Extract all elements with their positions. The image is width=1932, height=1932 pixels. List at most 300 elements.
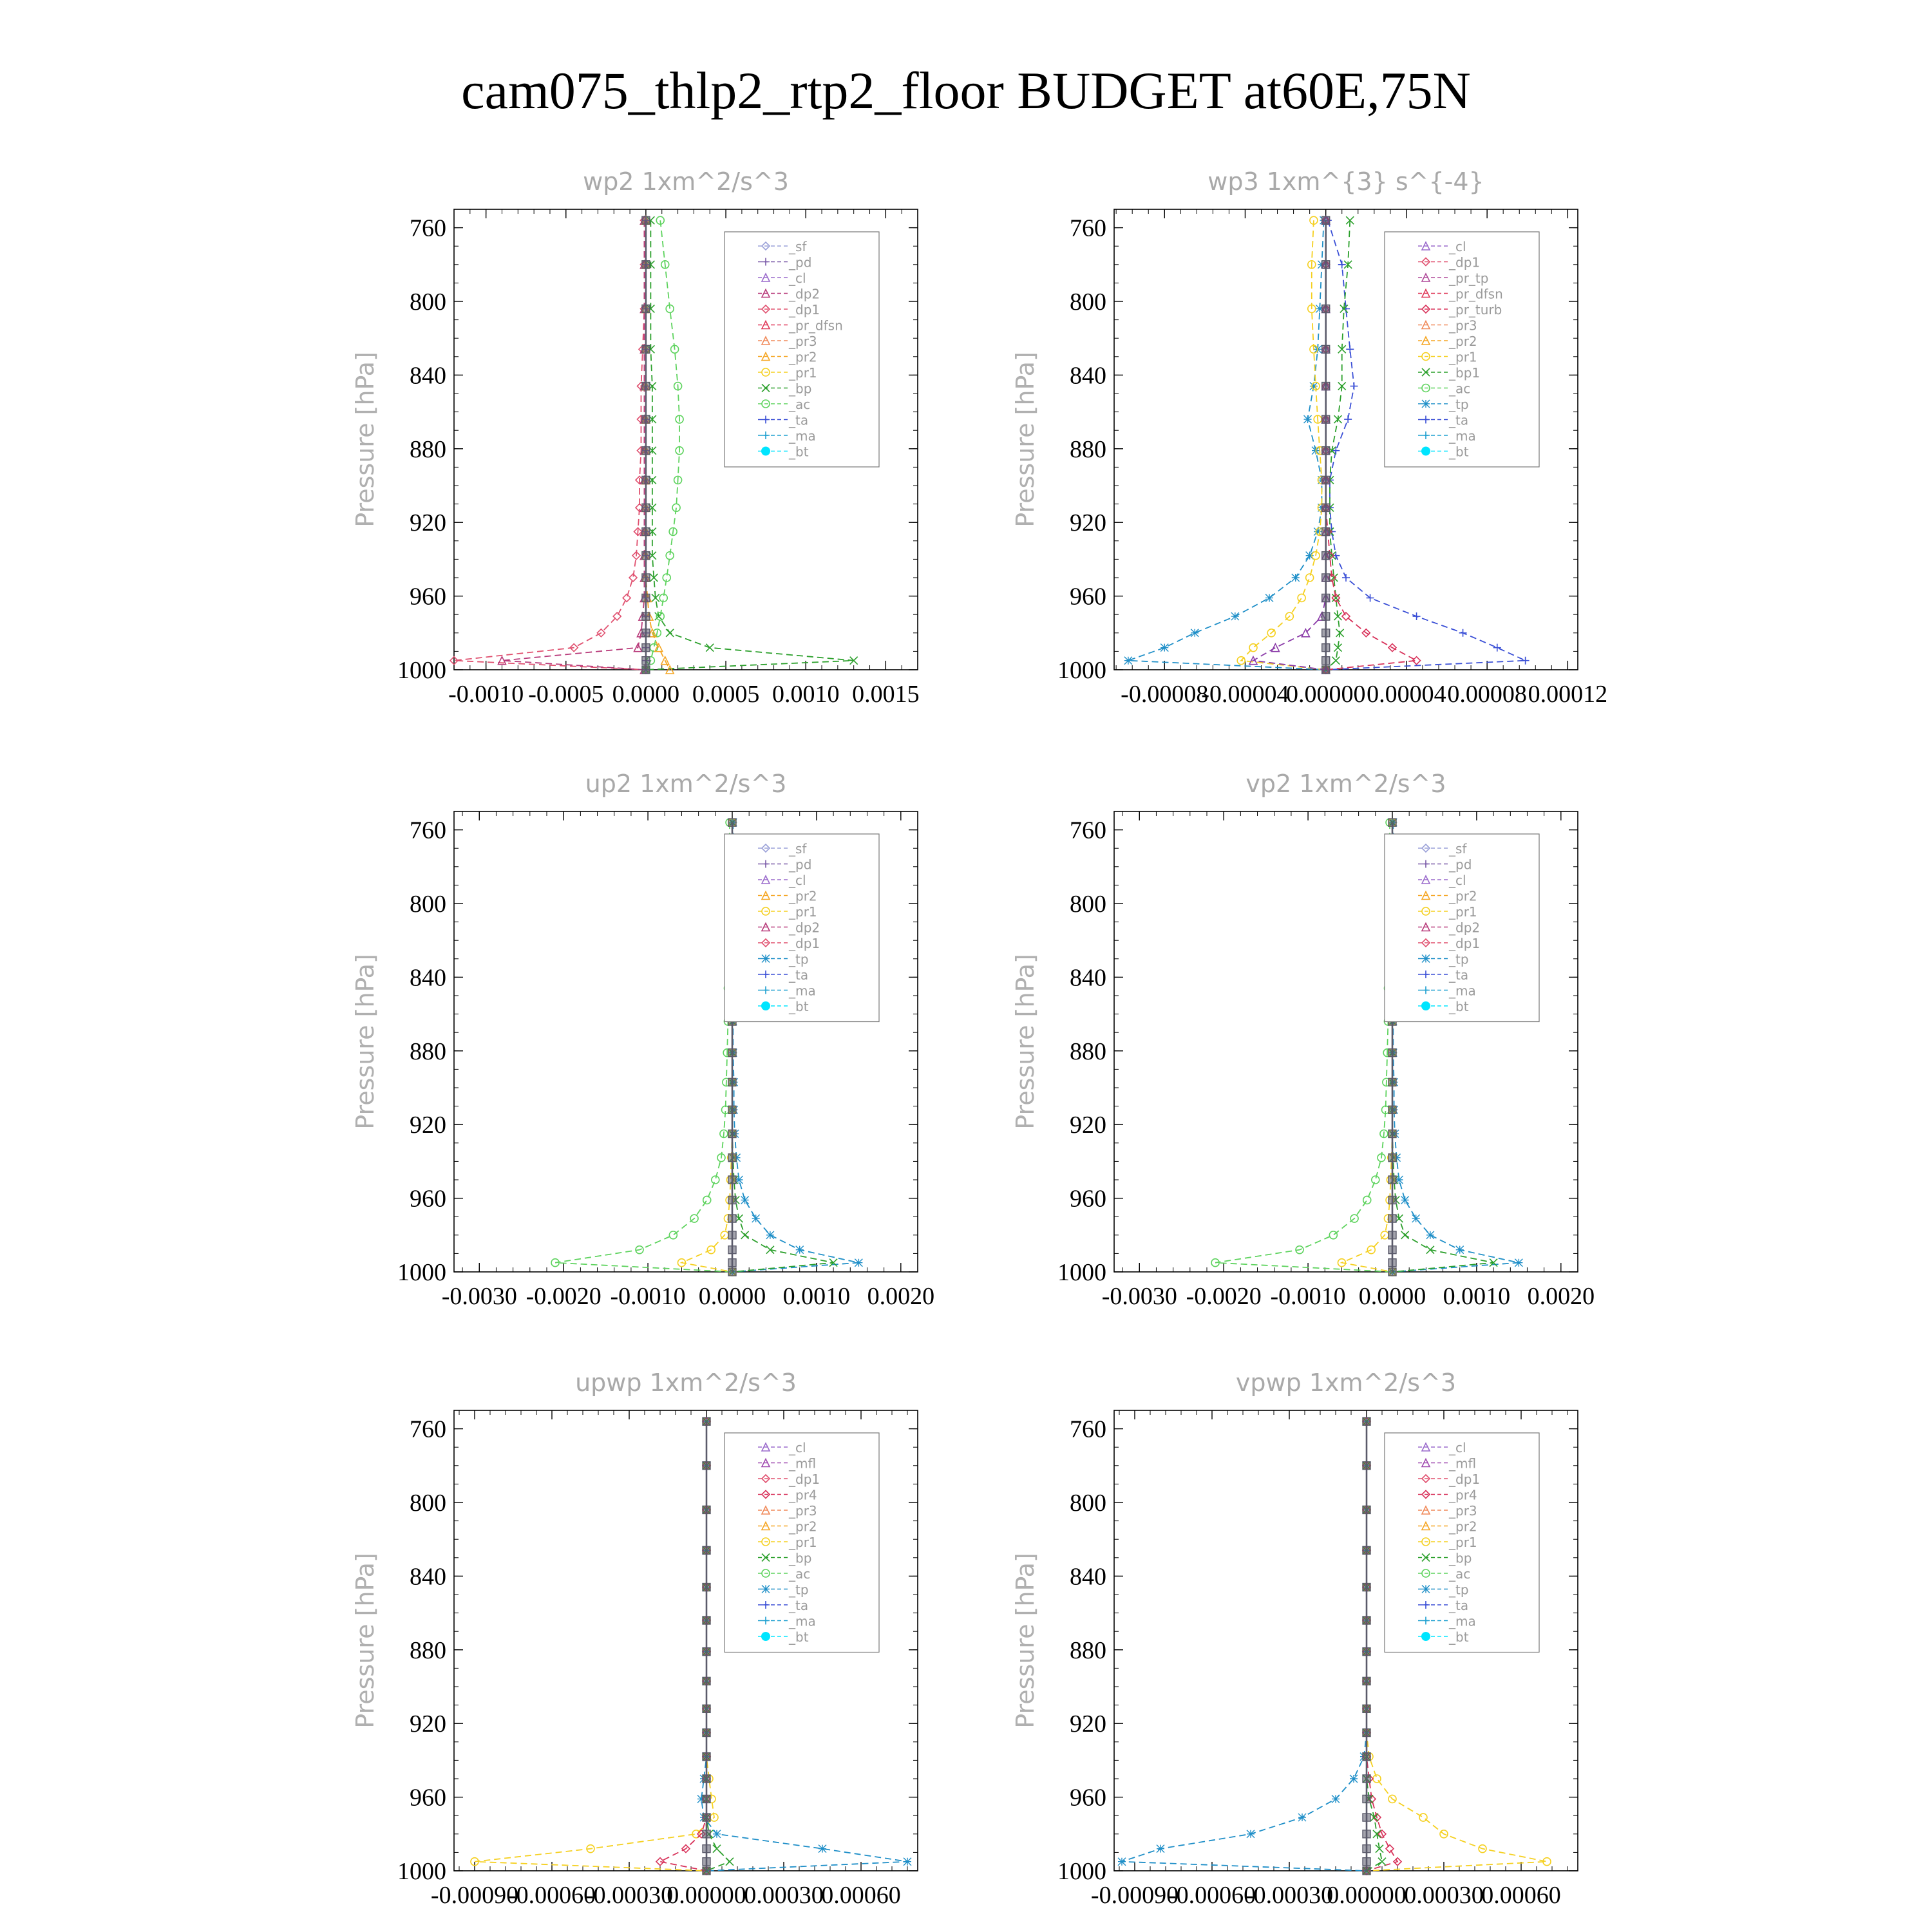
data-point — [1388, 1246, 1396, 1254]
legend-label: _ma — [1449, 428, 1476, 444]
data-point — [1322, 476, 1330, 484]
legend-label: _dp1 — [789, 936, 820, 951]
y-tick-label: 1000 — [1057, 657, 1106, 684]
y-tick-label: 960 — [1070, 583, 1106, 611]
data-point — [642, 594, 650, 601]
legend-marker — [1421, 447, 1430, 456]
data-point — [1363, 1845, 1370, 1853]
data-point — [1363, 1546, 1370, 1554]
legend-label: _bp — [789, 1550, 812, 1566]
legend-label: _ac — [789, 1566, 811, 1582]
series-line-bp — [1367, 1421, 1382, 1871]
legend-label: _ac — [1449, 1566, 1471, 1582]
legend-label: _bt — [1449, 444, 1469, 460]
data-point — [1363, 1648, 1370, 1656]
legend — [1385, 232, 1539, 467]
data-point — [1363, 1584, 1370, 1591]
data-point — [728, 1130, 736, 1138]
y-tick-label: 1000 — [397, 657, 446, 684]
data-point — [703, 1616, 710, 1624]
data-point — [1419, 1814, 1427, 1821]
data-point — [1363, 1677, 1370, 1685]
data-point — [819, 1845, 826, 1853]
x-tick-label: -0.0010 — [448, 681, 524, 708]
legend-label: _dp1 — [1449, 1472, 1481, 1487]
x-tick-label: -0.00060 — [507, 1882, 596, 1909]
legend-label: _bt — [1449, 1629, 1469, 1645]
data-point — [703, 1196, 711, 1204]
data-point — [1322, 574, 1330, 582]
y-tick-label: 920 — [1070, 509, 1106, 537]
data-point — [1388, 1196, 1396, 1204]
data-point — [1322, 383, 1330, 390]
data-point — [726, 1858, 734, 1866]
legend — [1385, 1433, 1539, 1653]
legend-label: _ma — [789, 428, 816, 444]
legend-label: _bt — [789, 999, 809, 1014]
x-tick-label: 0.0015 — [852, 681, 920, 708]
legend-label: _pr3 — [1449, 317, 1477, 334]
x-tick-label: 0.0000 — [612, 681, 680, 708]
data-point — [1388, 1130, 1396, 1138]
data-point — [728, 1049, 736, 1057]
data-point — [904, 1858, 911, 1866]
data-point — [1363, 1506, 1370, 1513]
legend-label: _ma — [789, 983, 816, 999]
legend-label: _dp1 — [789, 302, 820, 317]
data-point — [1322, 644, 1330, 652]
x-tick-label: 0.00060 — [821, 1882, 901, 1909]
y-tick-label: 960 — [410, 1185, 446, 1213]
legend-label: _pr3 — [1449, 1503, 1477, 1519]
data-point — [642, 261, 650, 269]
y-tick-label: 920 — [410, 509, 446, 537]
data-point — [1344, 415, 1352, 423]
x-tick-label: -0.00004 — [1201, 681, 1289, 708]
data-point — [1363, 1814, 1370, 1821]
data-point — [1372, 1176, 1379, 1184]
data-point — [1322, 594, 1330, 601]
data-point — [1322, 261, 1330, 269]
data-point — [1388, 1231, 1396, 1239]
data-point — [703, 1584, 710, 1591]
y-tick-label: 1000 — [397, 1858, 446, 1885]
data-point — [703, 1546, 710, 1554]
legend-label: _cl — [1449, 1440, 1466, 1455]
legend-label: _ac — [1449, 381, 1471, 397]
y-tick-label: 760 — [410, 817, 446, 844]
legend-label: _ta — [789, 412, 809, 428]
data-point — [1388, 1259, 1396, 1267]
data-point — [1329, 1231, 1337, 1239]
legend-label: _pd — [789, 254, 812, 270]
legend-label: _pr4 — [789, 1487, 817, 1503]
legend-label: _sf — [789, 841, 807, 857]
x-tick-label: -0.00030 — [585, 1882, 674, 1909]
legend-label: _pr2 — [1449, 334, 1477, 349]
data-point — [1322, 629, 1330, 637]
data-point — [1322, 528, 1330, 536]
legend-label: _tp — [1449, 397, 1469, 412]
data-point — [1332, 657, 1340, 665]
data-point — [1322, 504, 1330, 511]
legend — [724, 834, 879, 1022]
y-tick-label: 760 — [1070, 214, 1106, 242]
data-point — [706, 644, 714, 652]
legend-label: _ta — [789, 1598, 809, 1613]
legend-label: _pd — [789, 857, 812, 873]
legend-label: _sf — [1449, 841, 1467, 857]
data-point — [1157, 1845, 1164, 1853]
data-point — [1322, 415, 1330, 423]
data-point — [1304, 415, 1312, 423]
y-tick-label: 840 — [1070, 362, 1106, 390]
legend-label: _pr2 — [789, 1519, 817, 1535]
y-tick-label: 840 — [410, 362, 446, 390]
legend-label: _pr1 — [789, 904, 817, 920]
legend — [724, 1433, 879, 1653]
y-tick-label: 880 — [410, 1636, 446, 1664]
data-point — [703, 1705, 710, 1712]
data-point — [703, 1648, 710, 1656]
legend-label: _pr2 — [1449, 1519, 1477, 1535]
data-point — [1363, 1753, 1370, 1761]
legend-label: _pr_tp — [1449, 270, 1489, 286]
data-point — [1388, 1176, 1396, 1184]
data-point — [642, 216, 650, 224]
y-tick-label: 840 — [410, 964, 446, 992]
data-point — [1191, 629, 1198, 637]
legend-marker — [761, 1001, 770, 1010]
legend-marker — [1422, 955, 1430, 963]
y-tick-label: 800 — [410, 289, 446, 316]
legend-label: _ta — [789, 967, 809, 983]
y-tick-label: 880 — [1070, 435, 1106, 463]
series-line-tp — [1128, 220, 1326, 670]
legend-label: _pr_dfsn — [1449, 286, 1503, 302]
legend-label: _cl — [1449, 873, 1466, 888]
data-point — [741, 1231, 749, 1239]
legend-label: _bt — [789, 1629, 809, 1645]
data-point — [1401, 1231, 1409, 1239]
y-axis-label: Pressure [hPa] — [1011, 954, 1039, 1130]
x-tick-label: -0.00060 — [1168, 1882, 1256, 1909]
x-tick-label: 0.0000 — [698, 1283, 766, 1310]
data-point — [623, 594, 630, 601]
x-tick-label: -0.0020 — [526, 1283, 601, 1310]
data-point — [1388, 1106, 1396, 1113]
data-point — [642, 528, 650, 536]
data-point — [1298, 1814, 1306, 1821]
data-point — [1322, 666, 1330, 674]
data-point — [713, 1830, 721, 1838]
data-point — [642, 345, 650, 353]
data-point — [1363, 1417, 1370, 1425]
legend-label: _mfl — [1449, 1455, 1477, 1472]
data-point — [1118, 1858, 1126, 1866]
data-point — [642, 644, 650, 652]
x-tick-label: -0.00008 — [1121, 681, 1209, 708]
legend-label: _pr2 — [789, 888, 817, 904]
data-point — [1322, 305, 1330, 312]
legend-label: _pd — [1449, 857, 1472, 873]
legend-marker — [761, 1632, 770, 1641]
legend-marker — [762, 1586, 770, 1593]
x-tick-label: 0.00000 — [1285, 681, 1366, 708]
data-point — [703, 1814, 710, 1821]
data-point — [1456, 1246, 1464, 1254]
y-tick-label: 960 — [1070, 1784, 1106, 1812]
legend-label: _dp1 — [1449, 254, 1481, 270]
data-point — [713, 1845, 721, 1853]
legend-label: _cl — [789, 1440, 806, 1455]
y-tick-label: 840 — [1070, 1563, 1106, 1591]
y-tick-label: 920 — [1070, 1710, 1106, 1738]
data-point — [1388, 1154, 1396, 1162]
x-tick-label: 0.0010 — [772, 681, 840, 708]
y-tick-label: 920 — [410, 1112, 446, 1139]
y-tick-label: 920 — [410, 1710, 446, 1738]
data-point — [1322, 612, 1330, 620]
legend-label: _pr1 — [789, 1535, 817, 1550]
y-tick-label: 920 — [1070, 1112, 1106, 1139]
data-point — [642, 574, 650, 582]
budget-panel — [1011, 770, 1595, 1310]
legend-marker — [762, 955, 770, 963]
data-point — [642, 657, 650, 665]
x-tick-label: -0.0030 — [441, 1283, 517, 1310]
legend-label: _dp2 — [789, 920, 820, 936]
legend-label: _pr1 — [1449, 349, 1477, 365]
data-point — [1247, 1830, 1255, 1838]
data-point — [1160, 644, 1168, 652]
legend-label: _pr1 — [789, 365, 817, 381]
data-point — [703, 1845, 710, 1853]
y-tick-label: 960 — [1070, 1185, 1106, 1213]
legend-label: _tp — [1449, 1582, 1469, 1598]
x-tick-label: 0.0010 — [782, 1283, 851, 1310]
data-point — [642, 504, 650, 511]
data-point — [1332, 447, 1340, 455]
y-tick-label: 1000 — [1057, 1259, 1106, 1286]
legend-marker — [1422, 1586, 1430, 1593]
y-tick-label: 800 — [1070, 891, 1106, 918]
data-point — [1522, 657, 1530, 665]
legend-label: _ma — [789, 1613, 816, 1629]
legend-label: _pr3 — [789, 1503, 817, 1519]
data-point — [1388, 1215, 1396, 1222]
legend-label: _dp1 — [1449, 936, 1481, 951]
x-tick-label: 0.00030 — [744, 1882, 824, 1909]
series-line-dp2 — [502, 220, 644, 670]
data-point — [1373, 1775, 1381, 1783]
legend-label: _bt — [789, 444, 809, 460]
data-point — [1322, 345, 1330, 353]
data-point — [1322, 447, 1330, 455]
legend-label: _pr3 — [789, 334, 817, 349]
legend-label: _dp2 — [789, 286, 820, 302]
legend — [1385, 834, 1539, 1022]
data-point — [703, 1867, 710, 1875]
data-point — [703, 1506, 710, 1513]
data-point — [1401, 1196, 1409, 1204]
x-tick-label: 0.00012 — [1528, 681, 1608, 708]
legend-label: _bp — [1449, 1550, 1472, 1566]
y-tick-label: 760 — [1070, 817, 1106, 844]
legend-marker — [1421, 1001, 1430, 1010]
data-point — [1363, 1858, 1370, 1866]
data-point — [796, 1246, 804, 1254]
y-tick-label: 880 — [1070, 1636, 1106, 1664]
series-line-dp1 — [1253, 220, 1326, 670]
y-tick-label: 800 — [1070, 289, 1106, 316]
data-point — [1426, 1231, 1434, 1239]
data-point — [1388, 1078, 1396, 1086]
x-tick-label: 0.0000 — [1358, 1283, 1426, 1310]
data-point — [766, 1231, 774, 1239]
data-point — [728, 1268, 736, 1276]
data-point — [703, 1795, 710, 1803]
data-point — [1413, 612, 1421, 620]
data-point — [703, 1753, 710, 1761]
legend-label: _pr_dfsn — [789, 317, 843, 334]
x-tick-label: 0.0010 — [1443, 1283, 1511, 1310]
legend-label: _bt — [1449, 999, 1469, 1014]
data-point — [703, 1830, 710, 1838]
y-axis-label: Pressure [hPa] — [1011, 352, 1039, 527]
budget-panel — [1011, 1368, 1578, 1909]
data-point — [741, 1196, 749, 1204]
legend-label: _bp1 — [1449, 365, 1481, 381]
legend-label: _dp2 — [1449, 920, 1481, 936]
legend-label: _dp1 — [789, 1472, 820, 1487]
y-axis-label: Pressure [hPa] — [1011, 1553, 1039, 1728]
y-tick-label: 800 — [410, 891, 446, 918]
legend-label: _tp — [789, 951, 809, 967]
data-point — [1292, 574, 1300, 582]
legend-label: _pr_turb — [1449, 302, 1502, 317]
series-line-pr2 — [646, 220, 670, 670]
y-tick-label: 800 — [410, 1490, 446, 1517]
legend-label: _sf — [789, 239, 807, 254]
legend-marker — [761, 447, 770, 456]
data-point — [1363, 1196, 1371, 1204]
x-tick-label: 0.0005 — [692, 681, 760, 708]
data-point — [703, 1729, 710, 1737]
legend-marker — [1422, 400, 1430, 408]
data-point — [1363, 1795, 1370, 1803]
x-tick-label: 0.00060 — [1481, 1882, 1561, 1909]
budget-panel — [351, 1368, 918, 1909]
data-point — [712, 1176, 719, 1184]
panel-title: vp2 1xm^2/s^3 — [1245, 770, 1446, 798]
data-point — [1322, 216, 1330, 224]
data-point — [1271, 644, 1279, 652]
y-tick-label: 880 — [410, 1037, 446, 1065]
data-point — [703, 1462, 710, 1470]
data-point — [642, 552, 650, 560]
data-point — [1332, 1795, 1340, 1803]
data-point — [1412, 1215, 1420, 1222]
y-tick-label: 1000 — [397, 1259, 446, 1286]
data-point — [1265, 594, 1273, 601]
legend-label: _ta — [1449, 1598, 1469, 1613]
legend-label: _cl — [789, 873, 806, 888]
data-point — [1124, 657, 1132, 665]
data-point — [669, 1231, 677, 1239]
x-tick-label: -0.00090 — [1090, 1882, 1179, 1909]
series-line-pr4 — [660, 1421, 706, 1871]
x-tick-label: -0.00030 — [1245, 1882, 1334, 1909]
x-tick-label: 0.00008 — [1447, 681, 1527, 708]
panel-title: wp2 1xm^2/s^3 — [583, 167, 789, 196]
data-point — [728, 1215, 736, 1222]
series-line-tp — [1122, 1421, 1367, 1871]
data-point — [728, 1154, 736, 1162]
y-tick-label: 760 — [410, 214, 446, 242]
series-line-pr1 — [475, 1421, 714, 1871]
y-tick-label: 840 — [410, 1563, 446, 1591]
data-point — [1363, 1830, 1370, 1838]
legend-label: _pr4 — [1449, 1487, 1477, 1503]
panel-title: up2 1xm^2/s^3 — [585, 770, 787, 798]
data-point — [728, 1106, 736, 1113]
y-tick-label: 960 — [410, 1784, 446, 1812]
data-point — [1515, 1259, 1522, 1267]
series-line-dp1 — [1215, 822, 1392, 1272]
data-point — [1363, 1705, 1370, 1712]
data-point — [1459, 629, 1467, 637]
legend-label: _tp — [1449, 951, 1469, 967]
x-tick-label: 0.00000 — [667, 1882, 746, 1909]
legend-label: _ta — [1449, 412, 1469, 428]
series-line-dp1 — [454, 220, 646, 670]
data-point — [728, 1078, 736, 1086]
data-point — [1350, 1775, 1358, 1783]
data-point — [1386, 1845, 1394, 1853]
data-point — [1363, 1462, 1370, 1470]
data-point — [1298, 594, 1305, 601]
data-point — [1231, 612, 1239, 620]
x-tick-label: -0.0010 — [610, 1283, 686, 1310]
legend-label: _pr2 — [1449, 888, 1477, 904]
data-point — [1388, 1268, 1396, 1276]
data-point — [855, 1259, 862, 1267]
data-point — [666, 629, 674, 637]
legend-label: _mfl — [789, 1455, 817, 1472]
data-point — [1363, 1729, 1370, 1737]
panel-title: upwp 1xm^2/s^3 — [575, 1368, 797, 1397]
budget-panel — [1011, 167, 1607, 708]
data-point — [1342, 574, 1350, 582]
x-tick-label: -0.00090 — [430, 1882, 519, 1909]
data-point — [1388, 819, 1396, 826]
data-point — [1363, 1867, 1370, 1875]
y-axis-label: Pressure [hPa] — [351, 954, 379, 1130]
y-tick-label: 960 — [410, 583, 446, 611]
data-point — [728, 1246, 736, 1254]
legend-label: _cl — [1449, 239, 1466, 254]
y-tick-label: 1000 — [1057, 1858, 1106, 1885]
data-point — [728, 819, 736, 826]
series-line-pr1 — [1241, 220, 1325, 670]
data-point — [1322, 657, 1330, 665]
legend-label: _tp — [789, 1582, 809, 1598]
data-point — [728, 1176, 736, 1184]
data-point — [1249, 644, 1257, 652]
data-point — [642, 305, 650, 312]
y-tick-label: 760 — [410, 1416, 446, 1443]
